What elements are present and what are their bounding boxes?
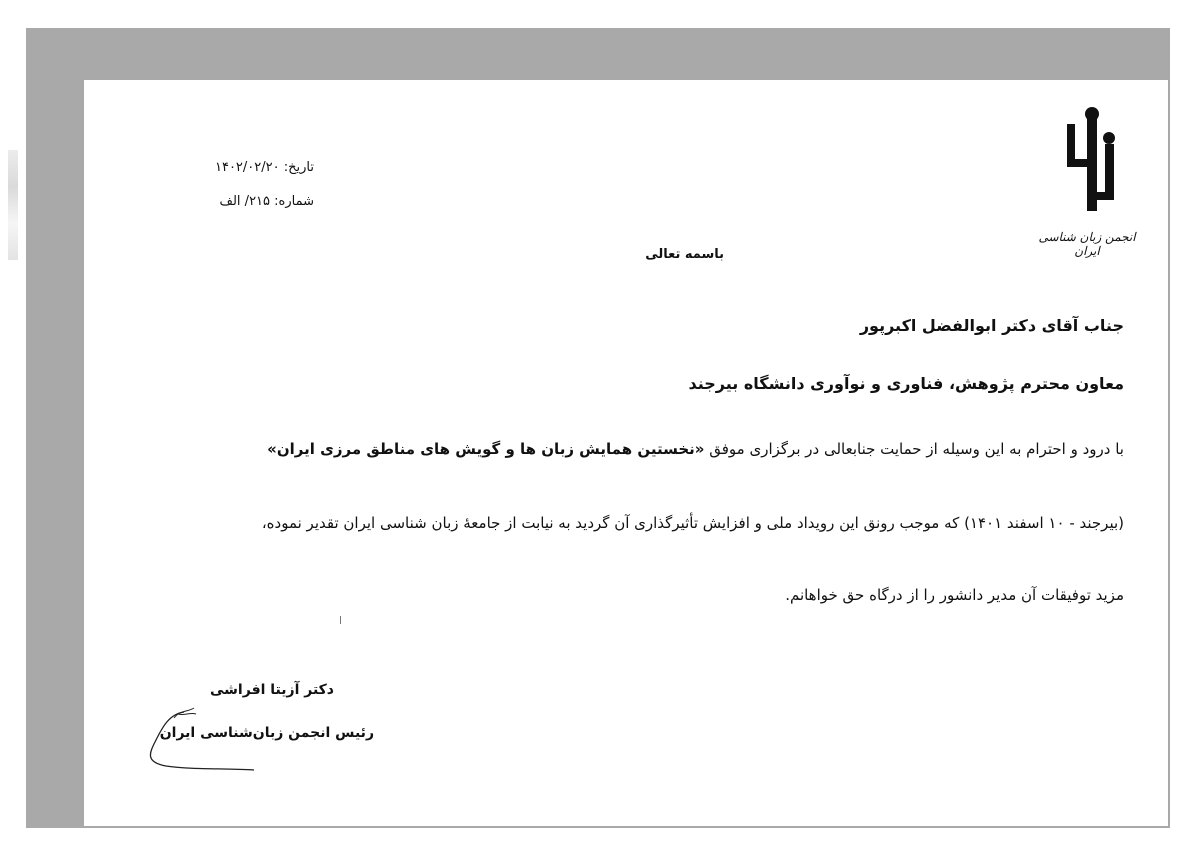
event-title: «نخستین همایش زبان ها و گویش های مناطق مرزی ایران» — [267, 440, 705, 458]
signature-icon — [114, 700, 274, 780]
scan-artifact — [8, 150, 18, 260]
salutation: باسمه تعالی — [645, 247, 724, 262]
body-line-1-text: با درود و احترام به این وسیله از حمایت جنابعالی در برگزاری موفق — [704, 440, 1124, 458]
letter-paper — [84, 80, 1168, 826]
logo-caption: انجمن زبان شناسی ایران — [1038, 230, 1136, 258]
body-line-2: (بیرجند - ۱۰ اسفند ۱۴۰۱) که موجب رونق این رویداد ملی و افزایش تأثیرگذاری آن گردید به نیابت از جامعۀ زبان شناسی ایران تقدیر نموده، — [261, 514, 1124, 532]
letter-date: تاریخ: ۱۴۰۲/۰۲/۲۰ — [214, 160, 314, 175]
signer-name: دکتر آزیتا افراشی — [210, 682, 334, 698]
scan-frame — [26, 28, 1170, 828]
body-line-3: مزید توفیقات آن مدیر دانشور را از درگاه حق خواهانم. — [785, 586, 1124, 604]
stray-mark — [340, 616, 341, 624]
letter-number: شماره: ۲۱۵/ الف — [219, 194, 314, 209]
addressee-position: معاون محترم پژوهش، فناوری و نوآوری دانشگاه بیرجند — [688, 374, 1124, 393]
signer-title: رئیس انجمن زبان‌شناسی ایران — [159, 725, 374, 741]
body-line-1 — [267, 440, 1124, 458]
addressee: جناب آقای دکتر ابوالفضل اکبرپور — [859, 316, 1124, 335]
